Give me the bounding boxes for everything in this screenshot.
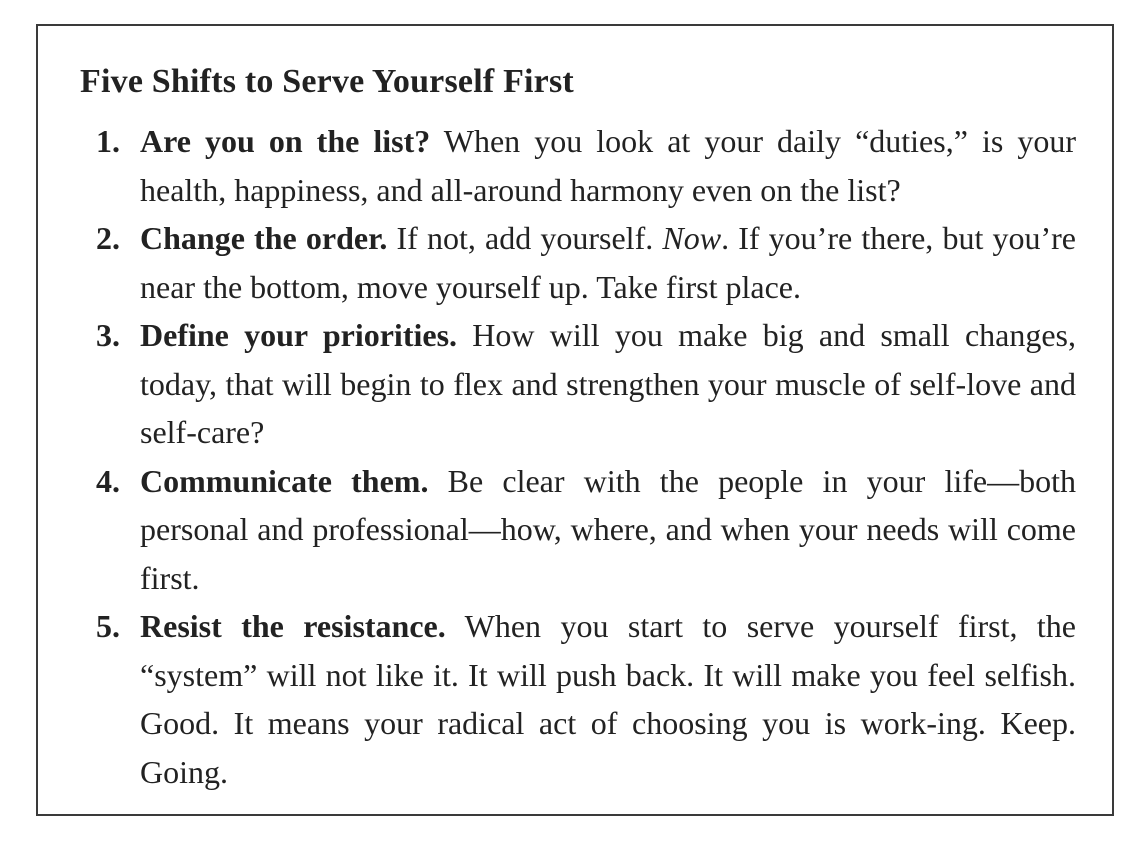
item-body: Be clear with the people in your life—both personal and professional—how, where, and when your needs will come first. — [140, 462, 1077, 596]
box-title: Five Shifts to Serve Yourself First — [80, 63, 574, 100]
item-body: When you start to serve yourself first, the “system” will not like it. It will push back. It will make you feel selfish. Good. It means your radical act of choosing you is work-ing. Keep. Going. — [140, 608, 1077, 790]
item-body-emphasis: Now — [662, 220, 722, 256]
item-number: 1. — [96, 123, 120, 159]
item-heading: Are you on the list? — [140, 123, 431, 159]
item-heading: Define your priorities. — [140, 317, 458, 353]
item-heading: Change the order. — [140, 220, 388, 256]
item-body: When you look at your daily “duties,” is your health, happiness, and all-around harmony even on the list? — [140, 123, 1077, 208]
list-item-4 — [96, 457, 1076, 603]
item-number: 4. — [96, 462, 120, 499]
item-number: 5. — [96, 608, 120, 644]
shifts-list — [96, 117, 1076, 796]
list-item-3 — [96, 311, 1076, 457]
item-heading: Resist the resistance. — [140, 608, 446, 644]
item-body-start: If not, add yourself. — [387, 220, 663, 256]
list-item-2 — [96, 214, 1076, 311]
item-body: How will you make big and small changes, today, that will begin to flex and strengthen your muscle of self-love and self-care? — [140, 317, 1077, 450]
list-item-5 — [96, 602, 1076, 796]
item-number: 3. — [96, 317, 120, 353]
item-number: 2. — [96, 220, 120, 256]
item-body-end: . If you’re there, but you’re near the bottom, move yourself up. Take first place. — [140, 220, 1077, 305]
list-item-1 — [96, 117, 1076, 214]
sidebar-box — [36, 24, 1114, 816]
item-heading: Communicate them. — [140, 462, 429, 499]
